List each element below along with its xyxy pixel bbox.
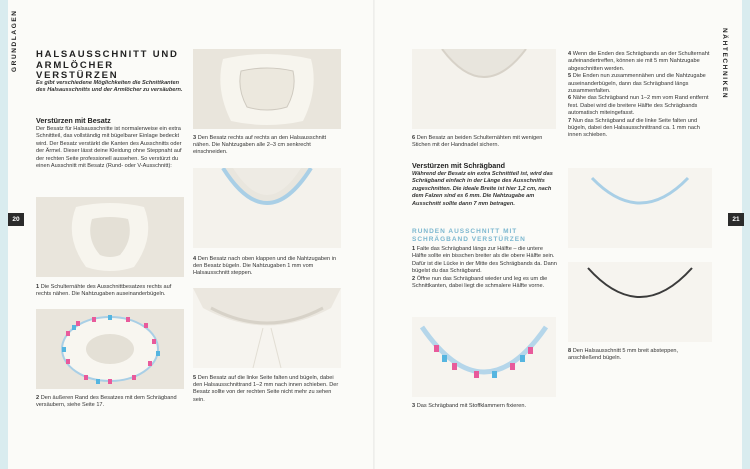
caption-step-1: 1 Die Schulternähte des Ausschnittbesatzes rechts auf rechts nähen. Die Nahtzugaben auseinanderbügeln.	[36, 284, 172, 298]
page-number-right: 21	[728, 213, 744, 226]
step-6: 6 Nähe das Schrägband nun 1–2 mm vom Rand entfernt fest. Dabei wird die breitere Hälfte des Schrägbands automatisch miteingefasst.	[568, 95, 709, 117]
photo-step-8	[568, 262, 712, 342]
step-7: 7 Nun das Schrägband auf die linke Seite falten und bügeln, dabei den Halsausschnittrand ca. 1 mm nach innen schieben.	[568, 117, 700, 139]
photo-step-2	[36, 309, 184, 389]
left-section-label: GRUNDLAGEN	[11, 9, 18, 72]
page-number-left: 20	[8, 213, 24, 226]
photo-step-1	[36, 197, 184, 277]
steps-1-2	[412, 246, 558, 290]
caption-step-8: 8 Den Halsausschnitt 5 mm breit absteppen, anschließend bügeln.	[568, 348, 679, 362]
photo-step-3	[193, 49, 341, 129]
step-4: 4 Wenn die Enden des Schrägbands an der Schulternaht aufeinandertreffen, können sie mit 5 mm Nahtzugabe abgeschnitten werden.	[568, 51, 710, 72]
photo-step-3-schraegband	[412, 317, 556, 397]
photo-step-5	[193, 288, 341, 368]
step-2: 2 Öffne nun das Schrägband wieder und leg es um die Schnittkanten, dabei liegt die schmalere Hälfte vorne.	[412, 275, 548, 290]
intro-text: Es gibt verschiedene Möglichkeiten die Schnittkanten des Halsausschnitts und der Armlöcher zu versäubern.	[36, 80, 183, 94]
page-title: HALSAUSSCHNITT UND ARMLÖCHER VERSTÜRZEN	[36, 49, 179, 81]
step-1: 1 Falte das Schrägband längs zur Hälfte – die untere Hälfte sollte ein bisschen breiter als die obere Hälfte sein. Dafür ist die Lücke in der Mitte des Schrägbands da. Dann bügelst du das Schrägband.	[412, 246, 557, 275]
steps-4-7	[568, 51, 714, 140]
caption-schraegband-step-3: 3 Das Schrägband mit Stoffklammern fixieren.	[412, 403, 527, 409]
right-margin-band	[742, 0, 750, 469]
section-heading-besatz: Verstürzen mit Besatz	[36, 116, 111, 125]
step-5: 5 Die Enden nun zusammennähen und die Nahtzugabe auseinanderbügeln, dann das Schrägband längs zusammenfalten.	[568, 73, 706, 95]
photo-step-6	[412, 49, 556, 129]
section-text-besatz: Der Besatz für Halsausschnitte ist normalerweise ein extra Schnittteil, das vollständig mit bügelbarer Einlage bedeckt wird. Der Besatz verstärkt die Kanten des Ausschnitts oder der Ärmel. Dieser lässt deine Kleidung ohne Steppnaht auf der rechten Seite professionell aussehen. So verstürzt du einen Ausschnitt mit Besatz (Rund- oder V-Ausschnitt):	[36, 126, 182, 170]
caption-step-6: 6 Den Besatz an beiden Schulternähten mit wenigen Stichen mit der Handnadel sichern.	[412, 135, 543, 149]
photo-step-7	[568, 168, 712, 248]
caption-step-3: 3 Den Besatz rechts auf rechts an den Halsausschnitt nähen. Die Nahtzugaben alle 2–3 cm senkrecht einschneiden.	[193, 135, 327, 156]
section-heading-schraegband: Verstürzen mit Schrägband	[412, 161, 506, 170]
section-text-schraegband: Während der Besatz ein extra Schnittteil ist, wird das Schrägband einfach in der Länge des Ausschnitts zugeschnitten. Die ideale Breite ist hier 1,2 cm, nach dem Falzen sind es 6 mm. Die Nahtzugabe am Ausschnitt sollte dann 7 mm betragen.	[412, 171, 553, 207]
caption-step-4: 4 Den Besatz nach oben klappen und die Nahtzugaben in den Besatz bügeln. Die Nahtzugaben 1 mm vom Halsausschnitt steppen.	[193, 256, 337, 277]
caption-step-5: 5 Den Besatz auf die linke Seite falten und bügeln, dabei den Halsausschnittrand 1–2 mm nach innen schieben. Der Besatz sollte von der rechten Seite nicht mehr zu sehen sein.	[193, 375, 339, 403]
right-section-label: NÄHTECHNIKEN	[721, 28, 728, 100]
caption-step-2: 2 Den äußeren Rand des Besatzes mit dem Schrägband versäubern, siehe Seite 17.	[36, 395, 177, 409]
photo-step-4	[193, 168, 341, 248]
subheading-runden-ausschnitt: RUNDEN AUSSCHNITT MIT SCHRÄGBAND VERSTÜRZEN	[412, 228, 526, 243]
